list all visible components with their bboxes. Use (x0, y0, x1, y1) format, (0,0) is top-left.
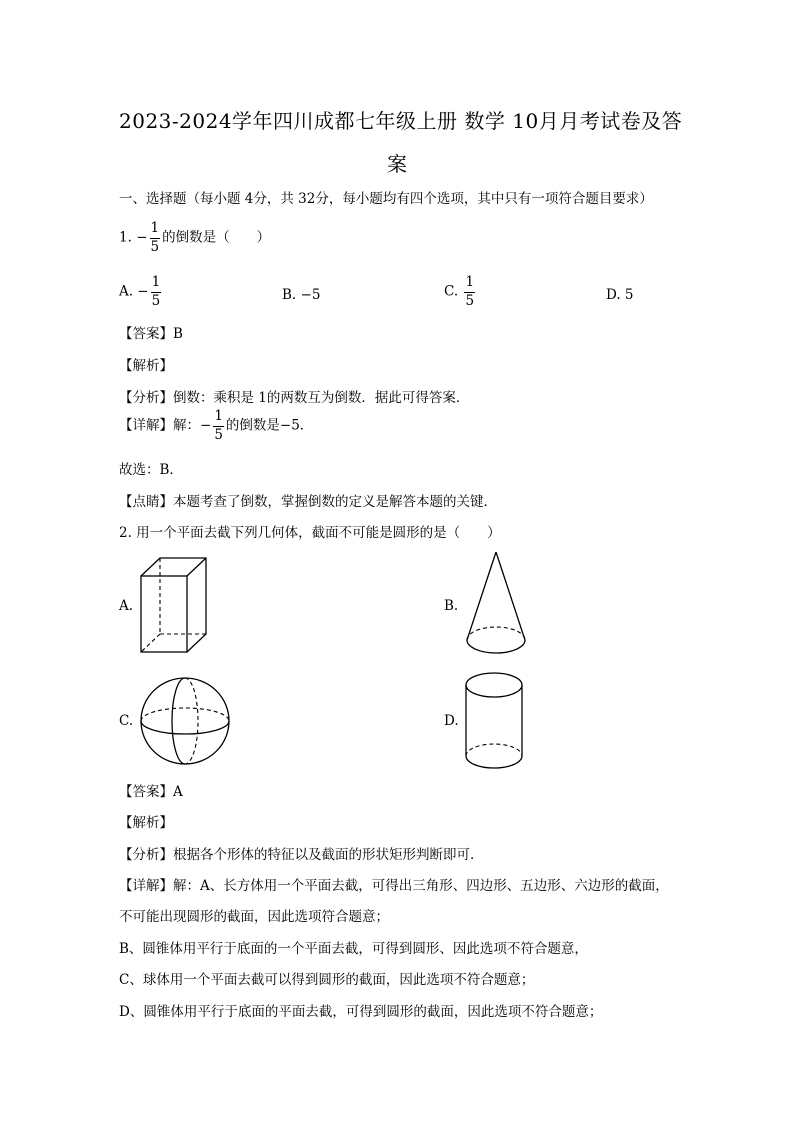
minus-sign: − (137, 283, 149, 300)
answer-1: 【答案】B (119, 326, 183, 342)
page-title-continued: 案 (387, 152, 408, 176)
option-label: A. (119, 283, 134, 300)
fraction (151, 276, 162, 308)
fraction-denominator: 5 (150, 238, 160, 255)
detail-2-line2: 不可能出现圆形的截面，因此选项符合题意； (119, 909, 389, 925)
fraction-numerator: 1 (150, 222, 161, 239)
detail-2-line1: 【详解】解：A、长方体用一个平面去截，可得出三角形、四边形、五边形、六边形的截面， (119, 878, 669, 894)
detail-head: 【详解】解： (119, 417, 200, 434)
page-title: 2023-2024学年四川成都七年级上册 数学 10月月考试卷及答 (119, 109, 683, 133)
cylinder-figure (463, 670, 525, 772)
option-d-label: D. (444, 713, 459, 729)
option-a (119, 276, 163, 308)
detail-1 (119, 410, 313, 442)
question-number: 1. (119, 229, 132, 246)
fraction-denominator: 5 (465, 292, 475, 309)
fraction (464, 276, 475, 308)
minus-sign: − (136, 229, 148, 246)
option-a-label: A. (119, 598, 134, 614)
section-heading: 一、选择题（每小题 4分，共 32分，每小题均有四个选项，其中只有一项符合题目要求） (119, 191, 653, 207)
cuboid-figure (138, 556, 210, 656)
fraction-numerator: 1 (213, 410, 224, 427)
option-c-label: C. (119, 713, 134, 729)
analysis-1: 【解析】 (119, 358, 173, 374)
option-b-label: B. (444, 598, 459, 614)
detail-2-line4: C、球体用一个平面去截可以得到圆形的截面，因此选项不符合题意； (119, 972, 535, 988)
fraction (213, 410, 224, 442)
detail-2-line3: B、圆锥体用平行于底面的一个平面去截，可得到圆形、因此选项不符合题意， (119, 941, 588, 957)
fraction-numerator: 1 (464, 276, 475, 293)
detail-2-line5: D、圆锥体用平行于底面的平面去截，可得到圆形的截面，因此选项不符合题意； (119, 1004, 603, 1020)
dianjing-1: 【点睛】本题考查了倒数，掌握倒数的定义是解答本题的关键． (119, 494, 497, 510)
option-label: C. (444, 283, 459, 300)
fraction (150, 222, 161, 254)
minus-sign: − (200, 417, 212, 434)
fraction-numerator: 1 (151, 276, 162, 293)
fenxi-1: 【分析】倒数：乘积是 1的两数互为倒数．据此可得答案． (119, 390, 470, 406)
fraction-denominator: 5 (214, 426, 223, 443)
detail-tail: 的倒数是−5． (225, 417, 314, 434)
analysis-2: 【解析】 (119, 815, 173, 831)
choose-1: 故选：B． (119, 462, 183, 478)
fraction-denominator: 5 (151, 292, 161, 309)
option-d: D. 5 (606, 287, 634, 303)
sphere-figure (138, 676, 232, 766)
cone-figure (464, 550, 528, 660)
option-b: B. −5 (282, 287, 321, 303)
fenxi-2: 【分析】根据各个形体的特征以及截面的形状矩形判断即可． (119, 847, 484, 863)
question-2-stem: 2. 用一个平面去截下列几何体，截面不可能是圆形的是（ ） (119, 525, 501, 541)
option-c (444, 276, 477, 308)
question-1-stem (119, 222, 270, 254)
question-1-tail: 的倒数是（ ） (162, 229, 271, 246)
answer-2: 【答案】A (119, 784, 183, 800)
